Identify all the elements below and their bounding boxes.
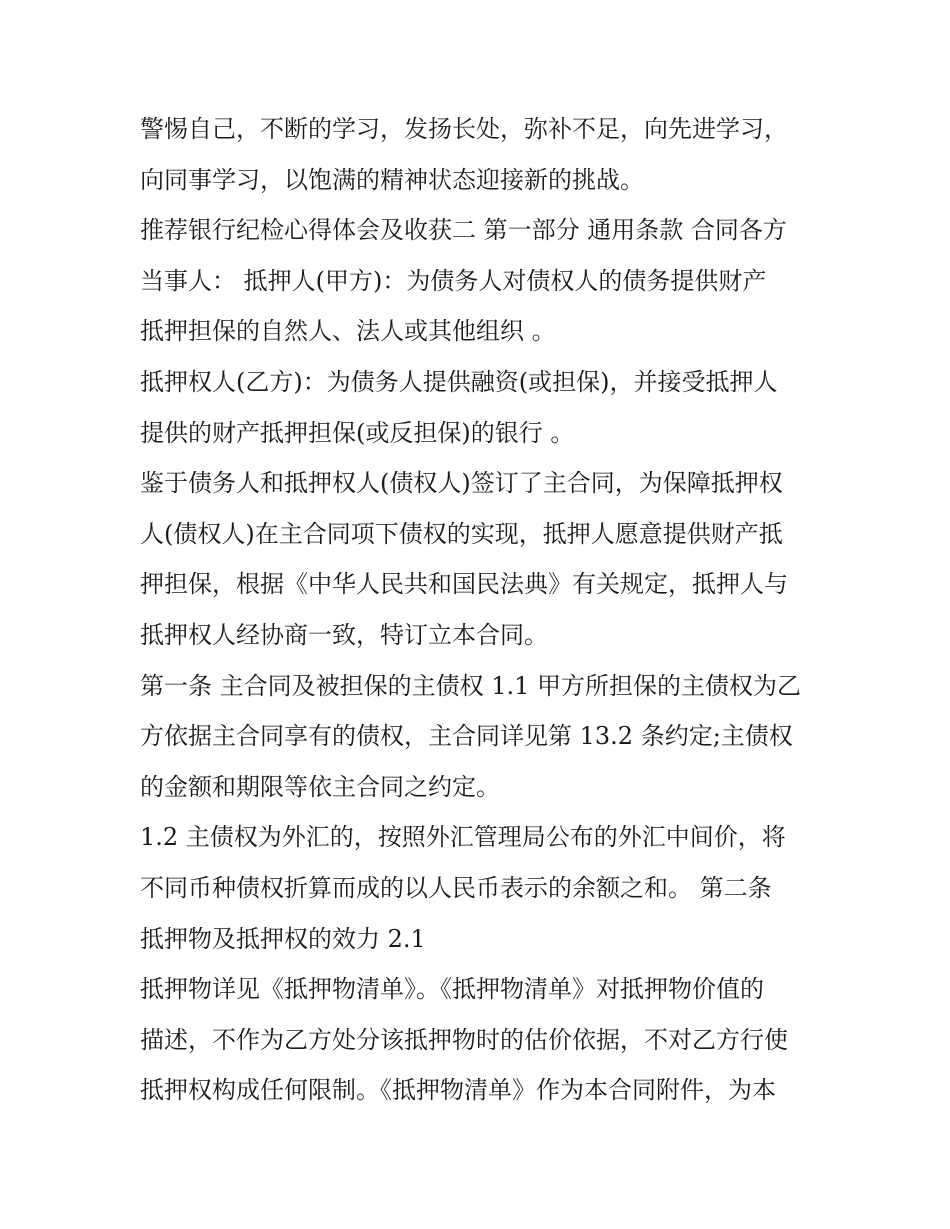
text-line: 推荐银行纪检心得体会及收获二 第一部分 通用条款 合同各方 <box>140 216 787 245</box>
text-line: 描述，不作为乙方处分该抵押物时的估价依据，不对乙方行使 <box>140 1025 788 1054</box>
text-line: 的金额和期限等依主合同之约定。 <box>140 772 500 801</box>
text-line: 鉴于债务人和抵押权人(债权人)签订了主合同，为保障抵押权 <box>140 469 783 498</box>
text-line: 提供的财产抵押担保(或反担保)的银行 。 <box>140 418 575 447</box>
text-line: 抵押担保的自然人、法人或其他组织 。 <box>140 317 556 346</box>
text-line: 方依据主合同享有的债权，主合同详见第 13.2 条约定;主债权 <box>140 722 793 751</box>
text-line: 当事人： 抵押人(甲方)：为债务人对债权人的债务提供财产 <box>140 266 767 295</box>
text-line: 抵押权构成任何限制。《抵押物清单》作为本合同附件，为本 <box>140 1076 776 1105</box>
text-line: 人(债权人)在主合同项下债权的实现，抵押人愿意提供财产抵 <box>140 519 783 548</box>
text-line: 向同事学习，以饱满的精神状态迎接新的挑战。 <box>140 165 644 194</box>
text-line: 1.2 主债权为外汇的，按照外汇管理局公布的外汇中间价，将 <box>140 823 786 852</box>
document-body <box>140 104 820 1116</box>
text-line: 第一条 主合同及被担保的主债权 1.1 甲方所担保的主债权为乙 <box>140 671 802 700</box>
text-line: 抵押物详见《抵押物清单》。《抵押物清单》对抵押物价值的 <box>140 975 764 1004</box>
text-line: 抵押权人经协商一致，特订立本合同。 <box>140 620 548 649</box>
text-line: 抵押物及抵押权的效力 2.1 <box>140 924 426 953</box>
text-line: 不同币种债权折算而成的以人民币表示的余额之和。 第二条 <box>140 873 772 902</box>
text-line: 抵押权人(乙方)：为债务人提供融资(或担保)，并接受抵押人 <box>140 367 778 396</box>
text-line: 押担保，根据《中华人民共和国民法典》有关规定，抵押人与 <box>140 570 788 599</box>
text-line: 警惕自己，不断的学习，发扬长处，弥补不足，向先进学习， <box>140 115 788 143</box>
